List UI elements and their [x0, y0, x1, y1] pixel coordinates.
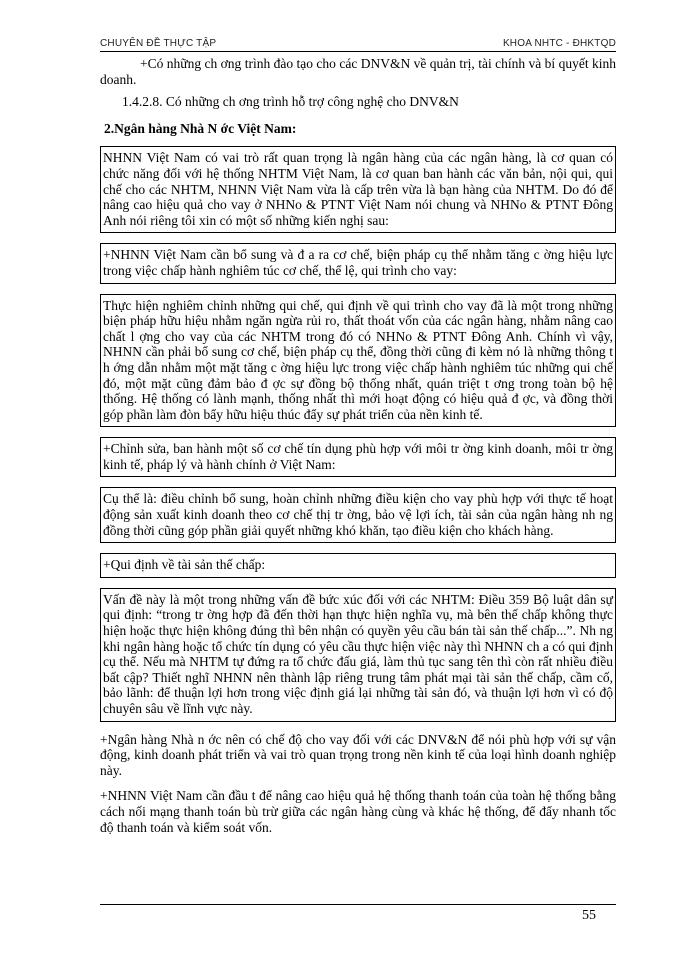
paragraph-collateral-heading: +Qui định về tài sản thế chấp: — [100, 553, 616, 578]
header-title-right: KHOA NHTC - ĐHKTQD — [502, 38, 616, 49]
paragraph-training: +Có những ch ơng trình đào tạo cho các DNV&N về quản trị, tài chính và bí quyết kinh doanh. — [100, 56, 616, 87]
page-number: 55 — [582, 908, 596, 923]
footer-rule — [100, 904, 616, 905]
section-heading: 2.Ngân hàng Nhà N ớc Việt Nam: — [104, 120, 297, 136]
paragraph-collateral: Vấn đề này là một trong những vấn đề bức xúc đối với các NHTM: Điều 359 Bộ luật dân sự qui định: “trong tr ờng hợp đã đến thời hạn thực hiện nghĩa vụ, mà bên thế chấp không thực hiện hoặc thực hiện không đúng thì bên nhận có quyền yêu cầu bán tài sản thế chấp...”. Nh ng khi ngân hàng hoặc tổ chức tín dụng có yêu cầu thực hiện việc này thì NHNN ch a có qui định cụ thể. Nếu mà NHTM tự đứng ra tổ chức đấu giá, làm thủ tục sang tên thì còn rất nhiều điều bất cập? Thiết nghĩ NHNN nên thành lập riêng trung tâm phát mại tài sản thế chấp, cầm cố, bảo lãnh: để thuận lợi hơn trong việc định giá lại những tài sản đó, và thuận lợi hơn vì có độ chuyên sâu về lĩnh vực này. — [100, 588, 616, 722]
paragraph-nhnn-role: NHNN Việt Nam có vai trò rất quan trọng là ngân hàng của các ngân hàng, là cơ quan có chức năng đối với hệ thống NHTM Việt Nam, là cơ quan ban hành các văn bản, nội qui, qui chế cho các NHTM, NHNN Việt Nam vừa là cấp trên vừa là bạn hàng của NHTM. Do đó để nâng cao hiệu quả cho vay ở NHNo & PTNT Việt Nam nói chung và NHNo & PTNT Đông Anh nói riêng tôi xin có một số những kiến nghị sau: — [100, 146, 616, 233]
paragraph-mechanism: +NHNN Việt Nam cần bổ sung và đ a ra cơ chế, biện pháp cụ thể nhằm tăng c ờng hiệu lực trong việc chấp hành nghiêm túc cơ chế, thể lệ, qui trình cho vay: — [100, 243, 616, 283]
document-body — [100, 56, 616, 845]
paragraph-payment-system: +NHNN Việt Nam cần đầu t để nâng cao hiệu quả hệ thống thanh toán của toàn hệ thống bằng cách nối mạng thanh toán bù trừ giữa các ngân hàng cùng và khác hệ thống, để đẩy nhanh tốc độ thanh toán và kiểm soát vốn. — [100, 788, 616, 835]
header-title-left: CHUYÊN ĐỀ THỰC TẬP — [100, 38, 217, 49]
header-rule — [100, 51, 616, 52]
paragraph-sme-lending: +Ngân hàng Nhà n ớc nên có chế độ cho vay đối với các DNV&N để nói phù hợp với sự vận động, kinh doanh phát triển và vai trò quan trọng trong nền kinh tế của loại hình doanh nghiệp này. — [100, 731, 616, 778]
paragraph-regulations: Thực hiện nghiêm chỉnh những qui chế, qui định về qui trình cho vay đã là một trong những biện pháp hữu hiệu nhằm ngăn ngừa rủi ro, thất thoát vốn của các ngân hàng, nhằm nâng cao chất l ợng cho vay của các NHTM trong đó có NHNo & PTNT Đông Anh. Chính vì vậy, NHNN cần phải bổ sung cơ chế, biện pháp cụ thể, đồng thời cũng đi kèm nó là những thông t h ớng dẫn nhằm một mặt tăng c ờng hiệu lực trong việc chấp hành nghiêm túc những qui chế đó, một mặt cũng đảm bảo đ ợc sự đồng bộ thống nhất, quán triệt t ơng trong toàn bộ hệ thống. Hệ thống có lành mạnh, thống nhất thì mới hoạt động có hiệu quả đ ợc, và đồng thời góp phần làm đòn bẩy hữu hiệu thúc đẩy sự phát triển của nền kinh tế. — [100, 294, 616, 428]
paragraph-credit-mechanism: +Chỉnh sửa, ban hành một số cơ chế tín dụng phù hợp với môi tr ờng kinh doanh, môi tr ờng kinh tế, pháp lý và hành chính ở Việt Nam: — [100, 437, 616, 477]
paragraph-specifics: Cụ thể là: điều chỉnh bổ sung, hoàn chỉnh những điều kiện cho vay phù hợp với thực tế hoạt động sản xuất kinh doanh theo cơ chế thị tr ờng, bảo vệ lợi ích, tài sản của ngân hàng nh ng đồng thời cũng góp phần giải quyết những khó khăn, tạo điều kiện cho khách hàng. — [100, 487, 616, 543]
subsection-heading: 1.4.2.8. Có những ch ơng trình hỗ trợ công nghệ cho DNV&N — [122, 94, 459, 110]
